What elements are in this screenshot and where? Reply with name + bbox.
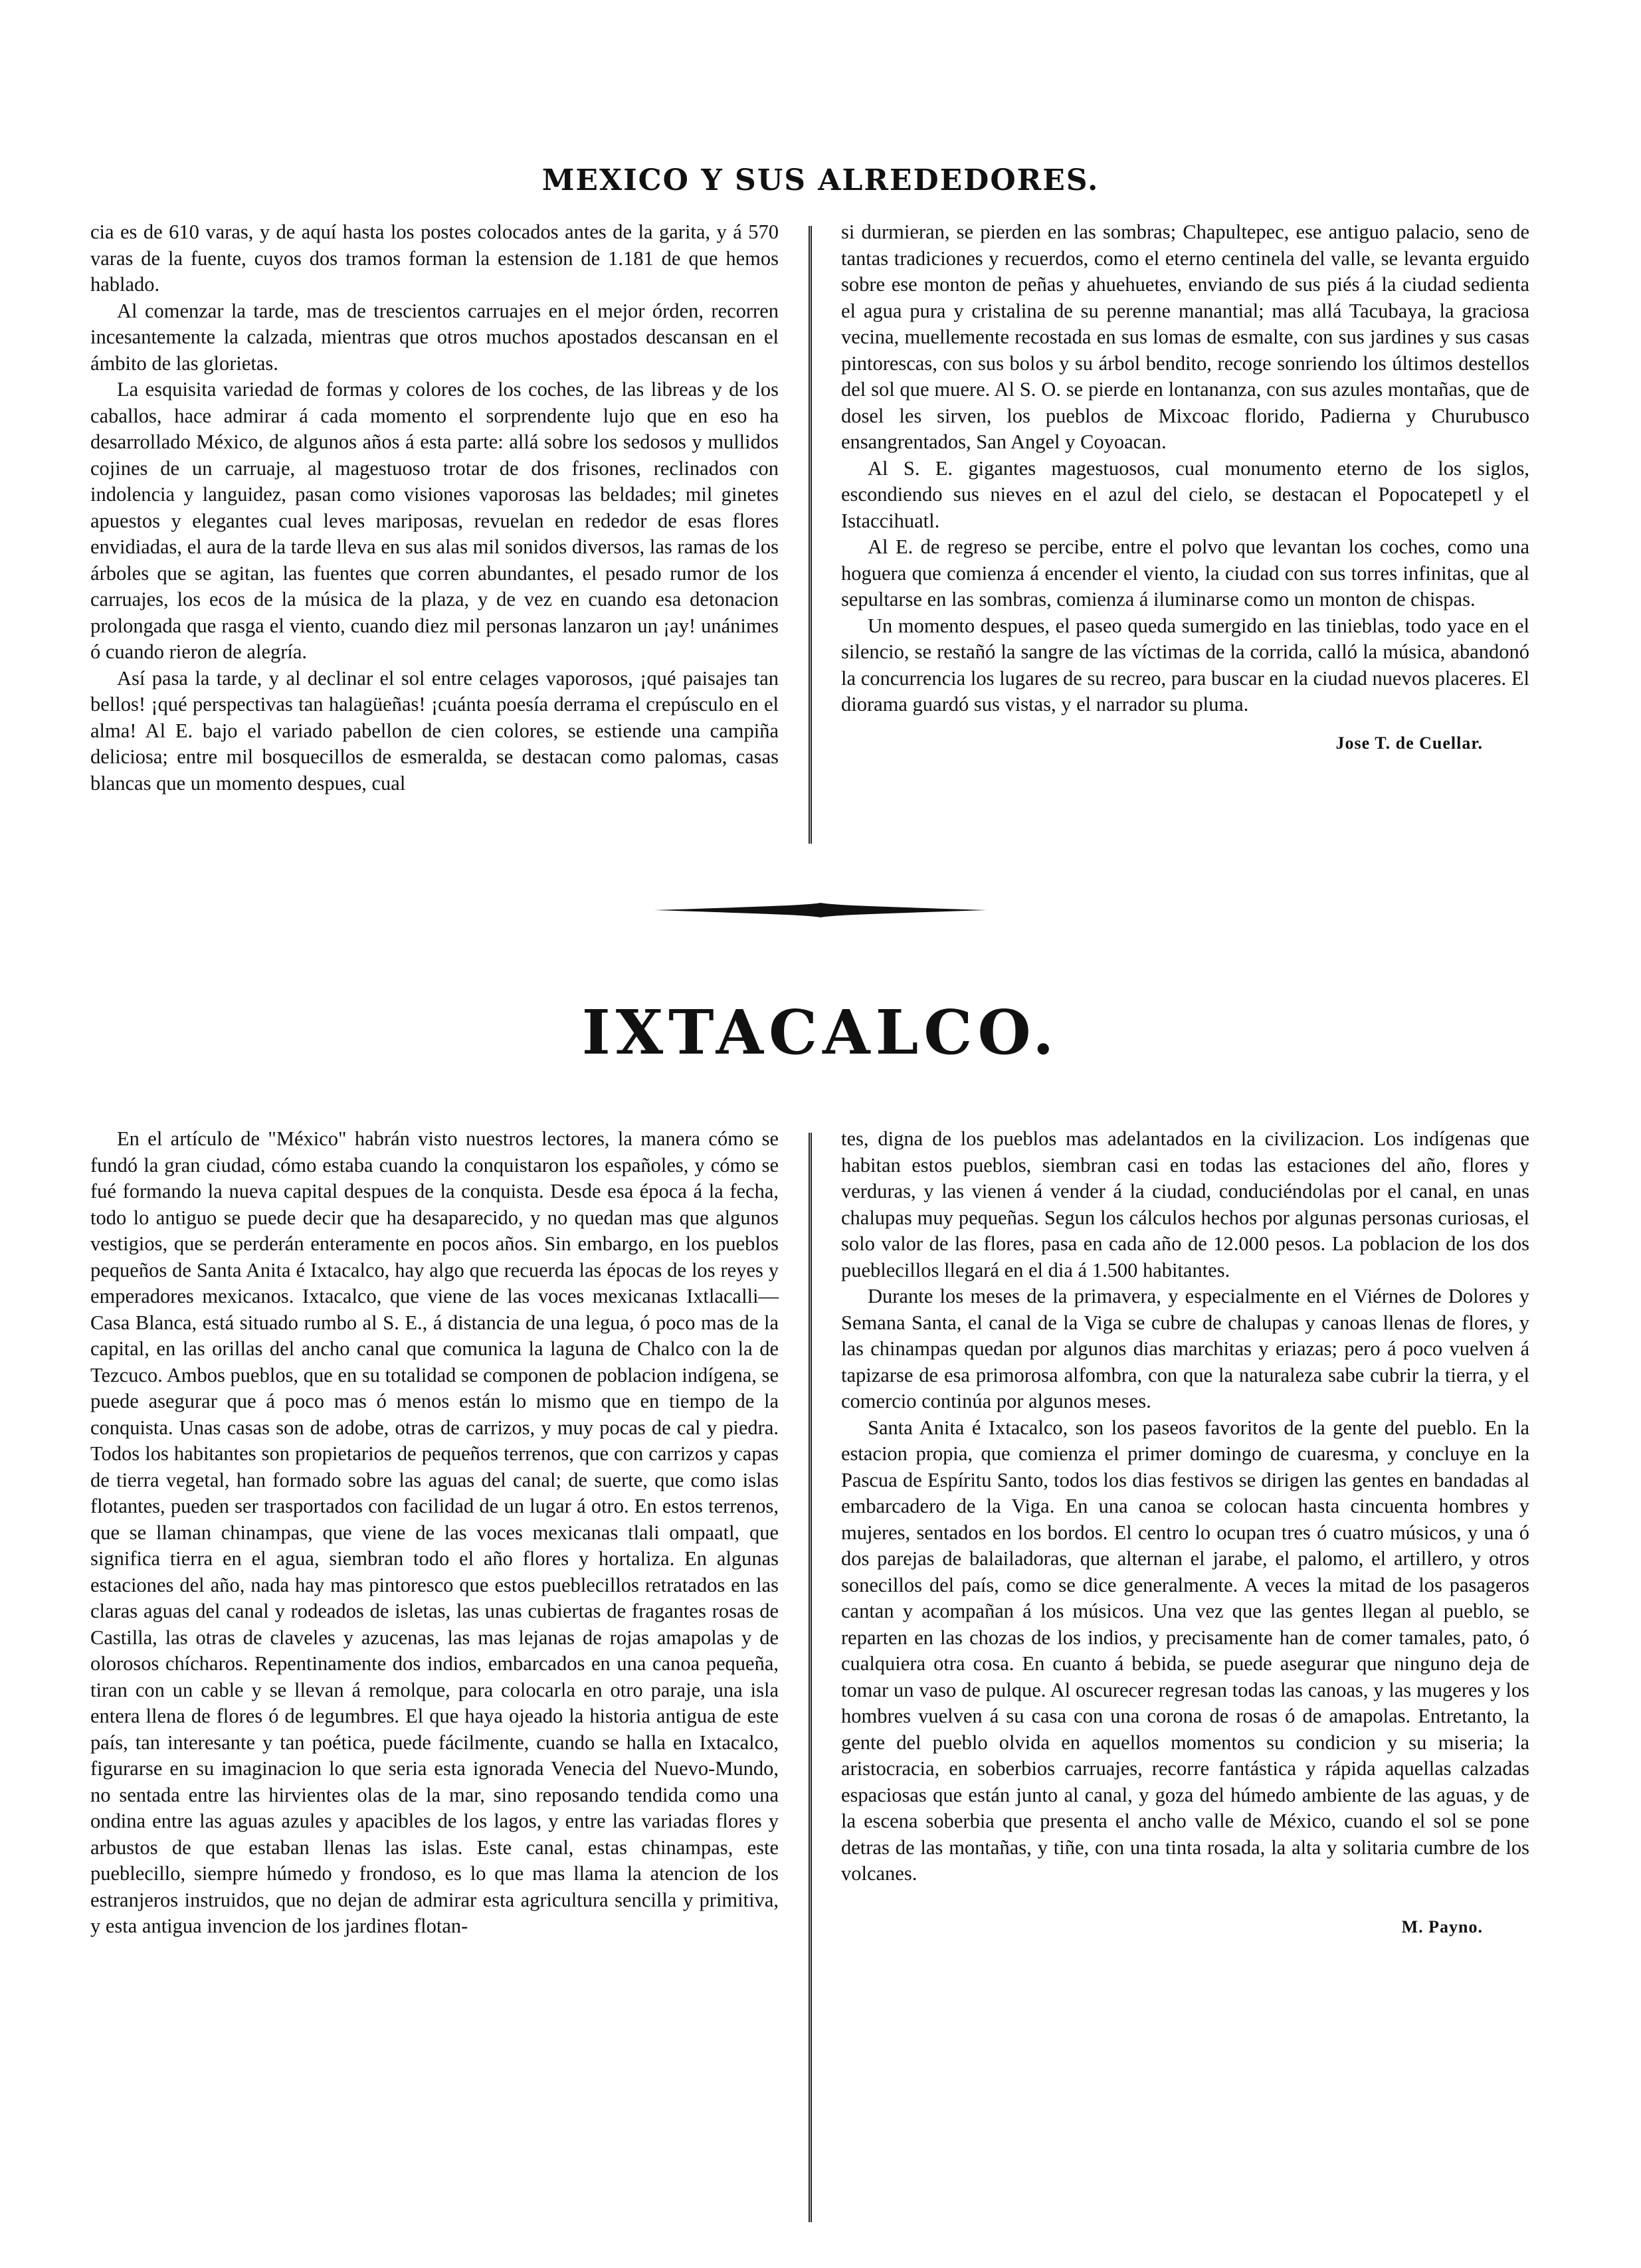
- article2-right-column: [841, 1126, 1529, 1940]
- article1-left-paragraph: cia es de 610 varas, y de aquí hasta los postes colocados antes de la garita, y á 570 varas de la fuente, cuyos dos tramos forman la estension de 1.181 de que hemos hablado.: [90, 221, 779, 296]
- article1-left-column: [90, 219, 779, 797]
- article2-signature: M. Payno.: [1401, 1917, 1483, 1937]
- article1-right-paragraph: Al E. de regreso se percibe, entre el polvo que levantan los coches, como una hoguera que comienza á encender el viento, la ciudad con sus torres infinitas, que al sepultarse en las sombras, comienza á iluminarse como un monton de chispas.: [841, 535, 1529, 611]
- article1-left-paragraph: Así pasa la tarde, y al declinar el sol entre celages vaporosos, ¡qué paisajes tan bellos! ¡qué perspectivas tan halagüeñas! ¡cuánta poesía derrama el crepúsculo en el alma! Al E. bajo el variado pabellon de cien colores, se estiende una campiña deliciosa; entre mil bosquecillos de esmeralda, se destacan como palomas, casas blancas que un momento despues, cual: [90, 666, 779, 795]
- article2-left-column: [90, 1126, 779, 1940]
- article2-title: IXTACALCO.: [581, 996, 1060, 1068]
- running-head: MEXICO Y SUS ALREDEDORES.: [541, 163, 1100, 197]
- column-divider-top: [809, 226, 812, 844]
- article2-right-paragraph: Durante los meses de la primavera, y especialmente en el Viérnes de Dolores y Semana Santa, el canal de la Viga se cubre de chalupas y canoas llenas de flores, y las chinampas quedan por algunos dias marchitas y eriazas; pero á poco vuelven á tapizarse de esa primorosa alfombra, con que la naturaleza sabe cubrir la tierra, y el comercio continúa por algunos meses.: [841, 1285, 1529, 1412]
- ornamental-rule: [654, 901, 987, 919]
- article2-right-paragraph: tes, digna de los pueblos mas adelantados en la civilizacion. Los indígenas que habitan estos pueblos, siembran casi en todas las estaciones del año, flores y verduras, y las vienen á vender á la ciudad, conduciéndolas por el canal, en unas chalupas muy pequeñas. Segun los cálculos hechos por algunas personas curiosas, el solo valor de las flores, pasa en cada año de 12.000 pesos. La poblacion de los dos pueblecillos llegará en el dia á 1.500 habitantes.: [841, 1127, 1529, 1281]
- article1-right-paragraph: si durmieran, se pierden en las sombras; Chapultepec, ese antiguo palacio, seno de tantas tradiciones y recuerdos, como el eterno centinela del valle, se levanta erguido sobre ese monton de peñas y ahuehuetes, enviando de sus piés á la ciudad sedienta el agua pura y cristalina de su perenne manantial; mas allá Tacubaya, la graciosa vecina, muellemente recostada en sus lomas de esmalte, con sus jardines y sus casas pintorescas, con sus bolos y su árbol bendito, recoge sonriendo los últimos destellos del sol que muere. Al S. O. se pierde en lontananza, con sus azules montañas, que de dosel les sirven, los pueblos de Mixcoac florido, Padierna y Churubusco ensangrentados, San Angel y Coyoacan.: [841, 221, 1529, 453]
- article2-right-paragraph: Santa Anita é Ixtacalco, son los paseos favoritos de la gente del pueblo. En la estacion propia, que comienza el primer domingo de cuaresma, y concluye en la Pascua de Espíritu Santo, todos los dias festivos se dirigen las gentes en bandadas al embarcadero de la Viga. En una canoa se colocan hasta cincuenta hombres y mujeres, sentados en los bordos. El centro lo ocupan tres ó cuatro músicos, y una ó dos parejas de balailadoras, que alternan el jarabe, el palomo, el artillero, y otros sonecillos del país, como se dice generalmente. A veces la mitad de los pasageros cantan y acompañan á los músicos. Una vez que las gentes llegan al pueblo, se reparten en las chozas de los indios, y precisamente han de comer tamales, pato, ó cualquiera otra cosa. En cuanto á bebida, se puede asegurar que ninguno deja de tomar un vaso de pulque. Al oscurecer regresan todas las canoas, y las mugeres y los hombres vuelven á su casa con una corona de rosas ó de amapolas. Entretanto, la gente del pueblo olvida en aquellos momentos su condicion y su miseria; la aristocracia, en soberbios carruajes, recorre fantástica y rápida aquellas calzadas espaciosas que están junto al canal, y goza del húmedo ambiente de las aguas, y de la escena soberbia que presenta el ancho valle de México, cuando el sol se pone detras de las montañas, y tiñe, con una tinta rosada, la alta y solitaria cumbre de los volcanes.: [841, 1416, 1529, 1885]
- article1-left-paragraph: Al comenzar la tarde, mas de trescientos carruajes en el mejor órden, recorren incesantemente la calzada, mientras que otros muchos apostados descansan en el ámbito de las glorietas.: [90, 299, 779, 375]
- article1-right-column: [841, 219, 1529, 756]
- column-divider-bottom: [809, 1133, 812, 2222]
- article1-signature: Jose T. de Cuellar.: [1335, 733, 1483, 753]
- article1-left-paragraph: La esquisita variedad de formas y colores de los coches, de las libreas y de los caballos, hace admirar á cada momento el sorprendente lujo que en eso ha desarrollado México, de algunos años á esta parte: allá sobre los sedosos y mullidos cojines de un carruaje, al magestuoso trotar de dos frisones, reclinados con indolencia y languidez, pasan como visiones vaporosas las beldades; mil ginetes apuestos y elegantes cual leves mariposas, revuelan en rededor de esas flores envidiadas, el aura de la tarde lleva en sus alas mil sonidos diversos, las ramas de los árboles que se agitan, las fuentes que corren abundantes, el pesado rumor de los carruajes, los ecos de la música de la plaza, y de vez en cuando esa detonacion prolongada que rasga el viento, cuando diez mil personas lanzaron un ¡ay! unánimes ó cuando rieron de alegría.: [90, 378, 779, 663]
- article1-right-paragraph: Un momento despues, el paseo queda sumergido en las tinieblas, todo yace en el silencio, se restañó la sangre de las víctimas de la corrida, calló la música, abandonó la concurrencia los lugares de su recreo, para buscar en la ciudad nuevos placeres. El diorama guardó sus vistas, y el narrador su pluma.: [841, 614, 1529, 715]
- article1-right-paragraph: Al S. E. gigantes magestuosos, cual monumento eterno de los siglos, escondiendo sus nieves en el azul del cielo, se destacan el Popocatepetl y el Istaccihuatl.: [841, 456, 1529, 532]
- article2-left-paragraph: En el artículo de "México" habrán visto nuestros lectores, la manera cómo se fundó la gran ciudad, cómo estaba cuando la conquistaron los españoles, y cómo se fué formando la nueva capital despues de la conquista. Desde esa época á la fecha, todo lo antiguo se puede decir que ha desaparecido, y no quedan mas que algunos vestigios, que se perderán enteramente en pocos años. Sin embargo, en los pueblos pequeños de Santa Anita é Ixtacalco, hay algo que recuerda las épocas de los reyes y emperadores mexicanos. Ixtacalco, que viene de las voces mexicanas Ixtlacalli—Casa Blanca, está situado rumbo al S. E., á distancia de una legua, ó poco mas de la capital, en las orillas del ancho canal que comunica la laguna de Chalco con la de Tezcuco. Ambos pueblos, que en su totalidad se componen de poblacion indígena, se puede asegurar que á poco mas ó menos están lo mismo que en tiempo de la conquista. Unas casas son de adobe, otras de carrizos, y muy pocas de cal y piedra. Todos los habitantes son propietarios de pequeños terrenos, que con carrizos y capas de tierra vegetal, han formado sobre las aguas del canal; de suerte, que como islas flotantes, pueden ser trasportados con facilidad de un lugar á otro. En estos terrenos, que se llaman chinampas, que viene de las voces mexicanas tlali ompaatl, que significa tierra en el agua, siembran todo el año flores y hortaliza. En algunas estaciones del año, nada hay mas pintoresco que estos pueblecillos retratados en las claras aguas del canal y rodeados de isletas, las unas cubiertas de fragantes rosas de Castilla, las otras de claveles y azucenas, las mas lejanas de rojas amapolas y de olorosos chícharos. Repentinamente dos indios, embarcados en una canoa pequeña, tiran con un cable y se llevan á remolque, para colocarla en otro paraje, una isla entera llena de flores ó de legumbres. El que haya ojeado la historia antigua de este país, tan interesante y tan poética, puede fácilmente, cuando se halla en Ixtacalco, figurarse en su imaginacion lo que seria esta ignorada Venecia del Nuevo-Mundo, no sentada entre las hirvientes olas de la mar, sino reposando tendida como una ondina entre las aguas azules y apacibles de los lagos, y entre las variadas flores y arbustos de que estaban llenas las islas. Este canal, estas chinampas, este pueblecillo, siempre húmedo y frondoso, es lo que mas llama la atencion de los estranjeros instruidos, que no dejan de admirar esta agricultura sencilla y primitiva, y esta antigua invencion de los jardines flotan-: [90, 1127, 779, 1937]
